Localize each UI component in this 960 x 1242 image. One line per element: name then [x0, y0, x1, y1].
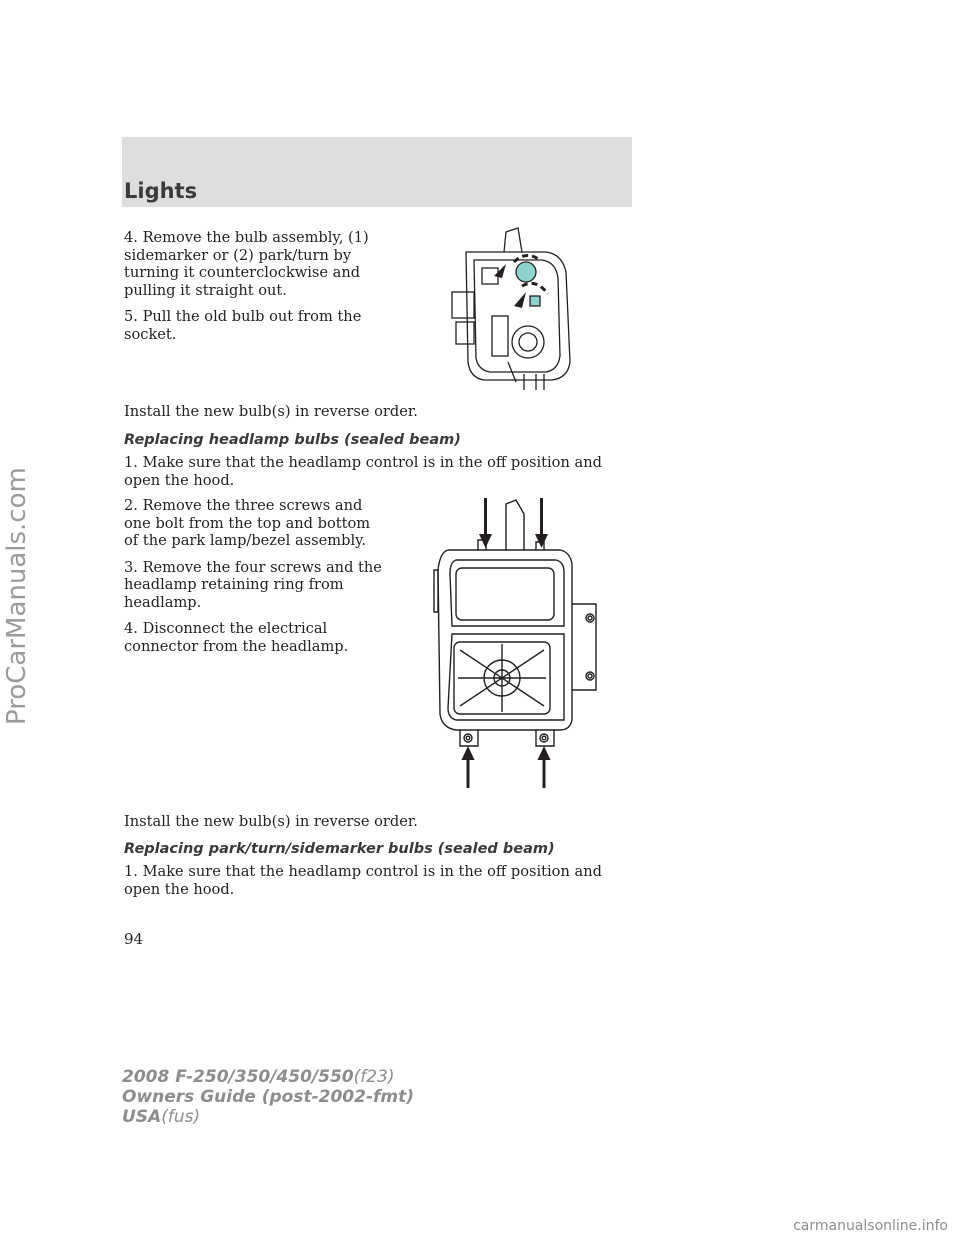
headlamp-step-1: 1. Make sure that the headlamp control is in the off position and open the hood.: [124, 454, 602, 489]
rear-lamp-assembly-figure: [444, 222, 584, 392]
footer-model: 2008 F-250/350/450/550: [122, 1067, 354, 1087]
headlamp-assembly-figure: [420, 494, 610, 790]
headlamp-step-4: 4. Disconnect the electrical connector from the headlamp.: [124, 620, 349, 655]
bottom-watermark: carmanualsonline.info: [793, 1218, 948, 1234]
install-note-1: Install the new bulb(s) in reverse order.: [124, 403, 418, 420]
footer-model-code: (f23): [353, 1067, 395, 1087]
footer-market-code: (fus): [161, 1107, 201, 1127]
footer-line-1: [122, 1067, 414, 1087]
headlamp-step-2: 2. Remove the three screws and one bolt from the top and bottom of the park lamp/bezel assembly.: [124, 497, 371, 549]
side-watermark: [2, 467, 32, 725]
install-note-2: Install the new bulb(s) in reverse order.: [124, 813, 418, 830]
steps-top: [124, 229, 386, 343]
park-step-1: 1. Make sure that the headlamp control is in the off position and open the hood.: [124, 863, 602, 898]
footer-line-2: Owners Guide (post-2002-fmt): [122, 1087, 415, 1107]
page-number: 94: [124, 930, 144, 948]
footer-market: USA: [122, 1107, 162, 1127]
section-title: Lights: [124, 179, 198, 203]
headlamp-steps: [124, 497, 386, 655]
headlamp-section-heading: Replacing headlamp bulbs (sealed beam): [124, 432, 461, 448]
park-section-heading: Replacing park/turn/sidemarker bulbs (sealed beam): [124, 841, 555, 857]
footer-line-3: [122, 1107, 414, 1127]
step-remove-bulb-assembly: 4. Remove the bulb assembly, (1) sidemarker or (2) park/turn by turning it counterclockwise and pulling it straight out.: [124, 229, 369, 299]
section-header-band: [122, 137, 632, 207]
step-pull-old-bulb: 5. Pull the old bulb out from the socket.: [124, 308, 362, 343]
side-watermark-text: ProCarManuals.com: [2, 467, 32, 725]
headlamp-step-3: 3. Remove the four screws and the headlamp retaining ring from headlamp.: [124, 558, 382, 611]
document-footer: [122, 1067, 414, 1127]
